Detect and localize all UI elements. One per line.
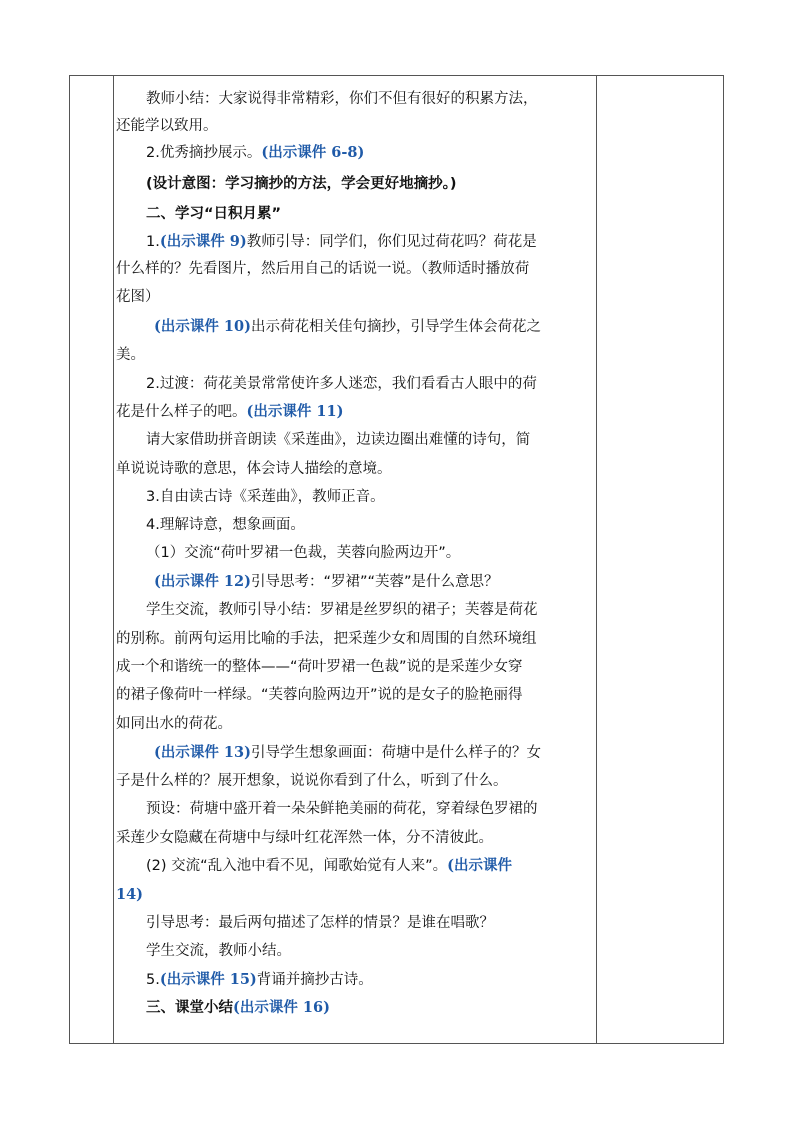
- text-line: [146, 430, 530, 450]
- text-line: [146, 799, 538, 819]
- text-line: [146, 543, 460, 563]
- text-line: [116, 685, 523, 705]
- text-segment: 学生交流，教师引导小结：罗裙是丝罗织的裙子；芙蓉是荷花: [146, 602, 538, 618]
- text-line: [116, 885, 143, 905]
- text-line: [116, 771, 508, 791]
- text-line: [146, 600, 538, 620]
- bold-text: 三、课堂小结: [146, 1000, 233, 1016]
- text-line: [146, 856, 512, 876]
- text-segment: 的裙子像荷叶一样绿。“芙蓉向脸两边开”说的是女子的脸艳丽得: [116, 687, 523, 703]
- text-segment: 2.优秀摘抄展示。: [146, 145, 262, 161]
- text-segment: 预设：荷塘中盛开着一朵朵鲜艳美丽的荷花，穿着绿色罗裙的: [146, 801, 538, 817]
- text-line: [146, 487, 385, 507]
- courseware-reference: (出示课件 12): [154, 573, 251, 590]
- text-line: [116, 345, 145, 365]
- text-line: [154, 317, 541, 337]
- text-segment: 单说说诗歌的意思，体会诗人描绘的意境。: [116, 461, 392, 477]
- text-line: [146, 89, 538, 109]
- courseware-reference: (出示课件 9): [159, 233, 247, 250]
- text-segment: 美。: [116, 347, 145, 363]
- text-segment: 如同出水的荷花。: [116, 716, 232, 732]
- text-segment: 采莲少女隐藏在荷塘中与绿叶红花浑然一体，分不清彼此。: [116, 830, 493, 846]
- text-segment: 5.: [146, 972, 160, 988]
- text-segment: (2) 交流“乱入池中看不见，闻歌始觉有人来”。: [146, 858, 448, 874]
- text-line: [146, 232, 537, 252]
- text-segment: 引导思考：最后两句描述了怎样的情景？是谁在唱歌？: [146, 915, 494, 931]
- text-line: [116, 259, 529, 279]
- text-line: [116, 657, 523, 677]
- text-line: [116, 287, 160, 307]
- text-segment: 子是什么样的？展开想象，说说你看到了什么，听到了什么。: [116, 773, 508, 789]
- text-line: [154, 743, 541, 763]
- lesson-plan-table: [69, 75, 724, 1044]
- text-line: [116, 459, 392, 479]
- text-segment: 学生交流，教师小结。: [146, 943, 291, 959]
- text-segment: 花图）: [116, 289, 160, 305]
- courseware-reference: (出示课件 13): [154, 744, 251, 761]
- text-line: [116, 402, 343, 422]
- text-line: [146, 374, 537, 394]
- text-segment: 成一个和谐统一的整体——“荷叶罗裙一色裁”说的是采莲少女穿: [116, 659, 523, 675]
- courseware-reference: (出示课件 6-8): [261, 144, 365, 161]
- bold-text: (设计意图：学习摘抄的方法，学会更好地摘抄。): [146, 176, 457, 192]
- text-segment: 引导学生想象画面：荷塘中是什么样子的？女: [250, 745, 541, 761]
- text-segment: 出示荷花相关佳句摘抄，引导学生体会荷花之: [250, 319, 541, 335]
- text-segment: 2.过渡：荷花美景常常使许多人迷恋，我们看看古人眼中的荷: [146, 376, 537, 392]
- text-line: [146, 204, 281, 224]
- text-segment: 3.自由读古诗《采莲曲》，教师正音。: [146, 489, 385, 505]
- text-line: [146, 913, 494, 933]
- text-line: [154, 572, 499, 592]
- text-segment: 1.: [146, 234, 160, 250]
- text-line: [116, 116, 218, 136]
- text-line: [146, 941, 291, 961]
- text-line: [146, 515, 305, 535]
- text-segment: 背诵并摘抄古诗。: [256, 972, 373, 988]
- courseware-reference: (出示课件 10): [154, 318, 251, 335]
- courseware-reference: (出示课件: [447, 857, 513, 874]
- text-line: [116, 714, 232, 734]
- column-divider-right: [596, 76, 597, 1043]
- text-segment: 请大家借助拼音朗读《采莲曲》，边读边圈出难懂的诗句，简: [146, 432, 531, 448]
- text-segment: 引导思考：“罗裙”“芙蓉”是什么意思？: [250, 574, 499, 590]
- text-line: [146, 998, 330, 1018]
- text-line: [116, 629, 537, 649]
- bold-text: 二、学习“日积月累”: [146, 206, 282, 222]
- courseware-reference: (出示课件 16): [233, 999, 330, 1016]
- courseware-reference: (出示课件 15): [159, 971, 257, 988]
- text-segment: 还能学以致用。: [116, 118, 218, 134]
- text-line: [146, 174, 457, 194]
- text-segment: 教师小结：大家说得非常精彩，你们不但有很好的积累方法，: [146, 91, 538, 107]
- text-segment: 4.理解诗意，想象画面。: [146, 517, 305, 533]
- text-segment: （1）交流“荷叶罗裙一色裁，芙蓉向脸两边开”。: [146, 545, 461, 561]
- text-segment: 的别称。前两句运用比喻的手法，把采莲少女和周围的自然环境组: [116, 631, 537, 647]
- text-line: [116, 828, 493, 848]
- column-divider-left: [113, 76, 114, 1043]
- text-segment: 教师引导：同学们，你们见过荷花吗？荷花是: [246, 234, 537, 250]
- courseware-reference: (出示课件 11): [246, 403, 344, 420]
- text-line: [146, 970, 373, 990]
- text-line: [146, 143, 364, 163]
- text-segment: 花是什么样子的吧。: [116, 404, 247, 420]
- text-segment: 什么样的？先看图片，然后用自己的话说一说。（教师适时播放荷: [116, 261, 530, 277]
- courseware-reference: 14): [116, 886, 144, 903]
